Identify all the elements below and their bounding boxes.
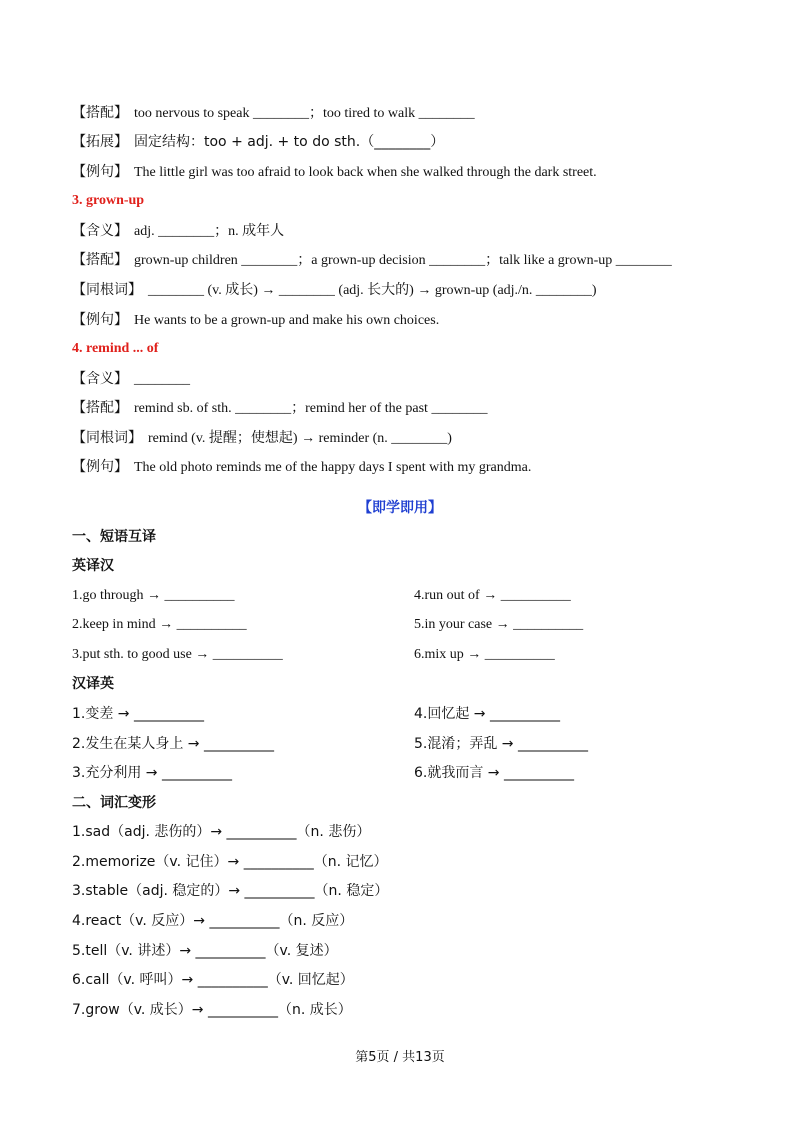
example-tag: 【例句】	[72, 312, 128, 328]
collocation-text: remind sb. of sth. ________；remind her of the past ________	[134, 401, 488, 416]
exercise-item: 4.回忆起 → __________	[414, 706, 560, 722]
vocab-item: 2.memorize（v. 记住）→ __________（n. 记忆）	[72, 854, 388, 870]
cn-to-en-title: 汉译英	[72, 676, 114, 692]
collocation-text: grown-up children ________；a grown-up decision ________；talk like a grown-up ________	[134, 253, 672, 268]
collocation-line	[72, 103, 475, 124]
part1-title: 一、短语互译	[72, 529, 156, 545]
collocation-tag: 【搭配】	[72, 105, 128, 121]
example-text: The old photo reminds me of the happy days I spent with my grandma.	[134, 460, 532, 475]
cognate-text: ________ (v. 成长) → ________ (adj. 长大的) → grown-up (adj./n. ________)	[148, 283, 597, 298]
extension-text: 固定结构：too + adj. + to do sth.（________）	[134, 134, 445, 150]
collocation-tag: 【搭配】	[72, 252, 128, 268]
meaning-text: adj. ________；n. 成年人	[134, 224, 285, 239]
extension-line	[72, 132, 444, 153]
collocation-line	[72, 250, 672, 271]
collocation-line	[72, 398, 487, 419]
vocab-item: 6.call（v. 呼叫）→ __________（v. 回忆起）	[72, 972, 354, 988]
exercise-item: 2.发生在某人身上 → __________	[72, 736, 274, 752]
page-footer: 第5页 / 共13页	[355, 1050, 445, 1065]
cognate-tag: 【同根词】	[72, 430, 142, 446]
practice-title: 【即学即用】	[358, 500, 442, 516]
extension-tag: 【拓展】	[72, 134, 128, 150]
vocab-item: 7.grow（v. 成长）→ __________（n. 成长）	[72, 1002, 352, 1018]
exercise-item: 3.充分利用 → __________	[72, 765, 232, 781]
example-line	[72, 310, 439, 331]
vocab-item: 3.stable（adj. 稳定的）→ __________（n. 稳定）	[72, 883, 389, 899]
example-text: He wants to be a grown-up and make his own choices.	[134, 313, 440, 328]
exercise-item: 5.in your case → __________	[414, 617, 584, 632]
exercise-item: 6.就我而言 → __________	[414, 765, 574, 781]
exercise-item: 2.keep in mind → __________	[72, 617, 247, 632]
meaning-tag: 【含义】	[72, 371, 128, 387]
example-line	[72, 162, 597, 183]
cognate-line	[72, 428, 452, 449]
collocation-text: too nervous to speak ________；too tired to walk ________	[134, 106, 475, 121]
example-tag: 【例句】	[72, 459, 128, 475]
meaning-line	[72, 221, 284, 242]
exercise-item: 4.run out of → __________	[414, 588, 571, 603]
vocab-item: 1.sad（adj. 悲伤的）→ __________（n. 悲伤）	[72, 824, 371, 840]
item-heading-grown-up: 3. grown-up	[72, 193, 145, 208]
example-line	[72, 457, 531, 478]
exercise-item: 6.mix up → __________	[414, 647, 555, 662]
vocab-item: 5.tell（v. 讲述）→ __________（v. 复述）	[72, 943, 338, 959]
exercise-item: 3.put sth. to good use → __________	[72, 647, 283, 662]
example-tag: 【例句】	[72, 164, 128, 180]
exercise-item: 5.混淆；弄乱 → __________	[414, 736, 588, 752]
part2-title: 二、词汇变形	[72, 795, 156, 811]
cognate-line	[72, 280, 597, 301]
item-heading-remind-of: 4. remind ... of	[72, 341, 159, 356]
example-text: The little girl was too afraid to look back when she walked through the dark street.	[134, 165, 597, 180]
cognate-text: remind (v. 提醒；使想起) → reminder (n. ________)	[148, 431, 452, 446]
meaning-tag: 【含义】	[72, 223, 128, 239]
meaning-line	[72, 369, 190, 390]
vocab-item: 4.react（v. 反应）→ __________（n. 反应）	[72, 913, 354, 929]
exercise-item: 1.go through → __________	[72, 588, 235, 603]
en-to-cn-title: 英译汉	[72, 558, 114, 574]
exercise-item: 1.变差 → __________	[72, 706, 204, 722]
collocation-tag: 【搭配】	[72, 400, 128, 416]
meaning-text: ________	[134, 372, 190, 387]
cognate-tag: 【同根词】	[72, 282, 142, 298]
